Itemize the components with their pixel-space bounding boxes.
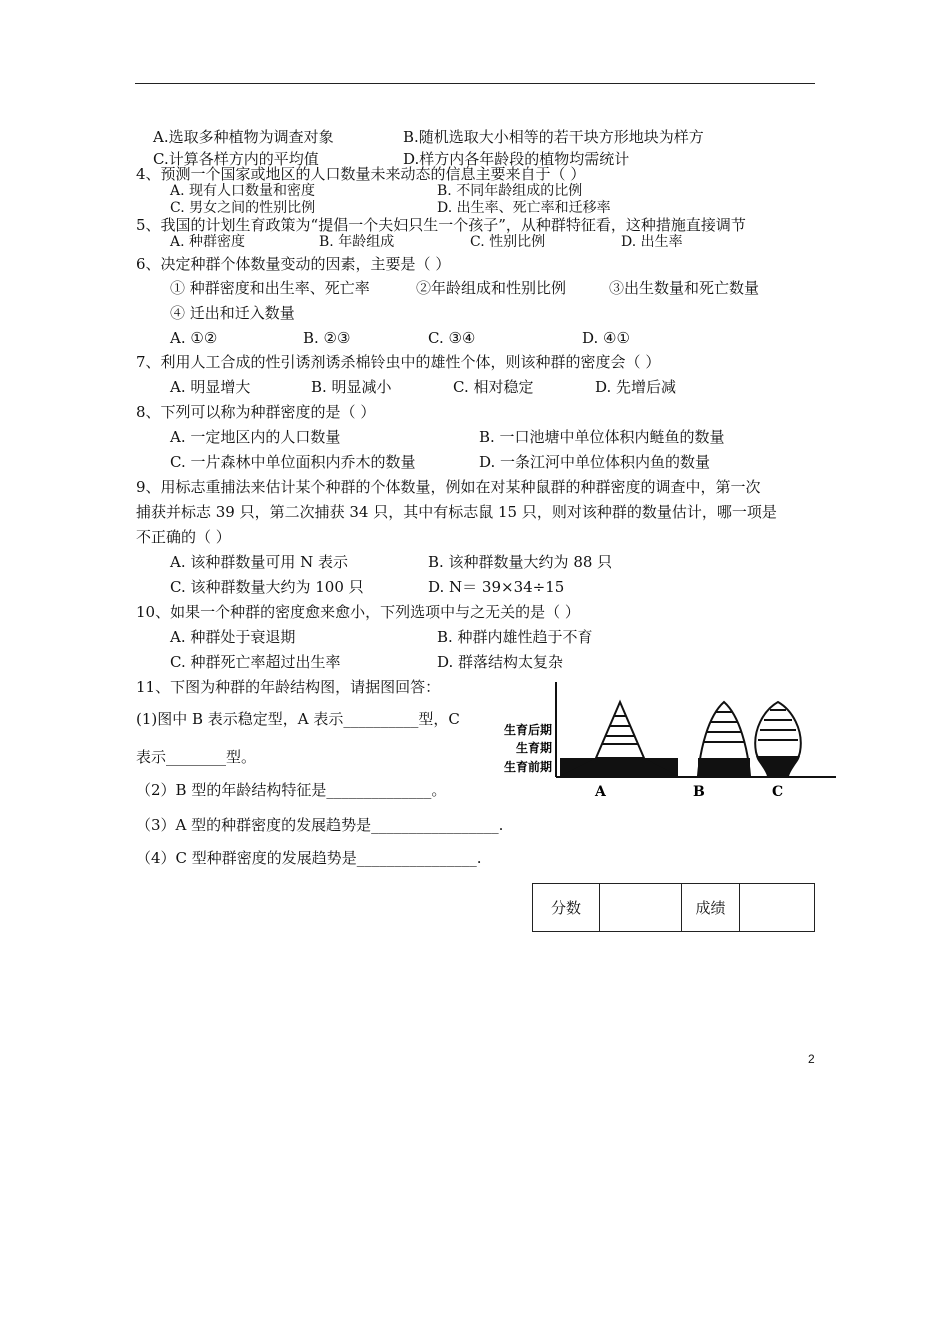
q8-option-a: A. 一定地区内的人口数量 — [170, 428, 341, 446]
label-pre-reproductive: 生育前期 — [503, 760, 552, 774]
q3-option-c: C.计算各样方内的平均值 — [153, 150, 319, 168]
q7-option-a: A. 明显增大 — [170, 378, 251, 396]
q10-option-c: C. 种群死亡率超过出生率 — [170, 653, 341, 671]
figure-label-b: B — [693, 784, 705, 800]
q8-option-d: D. 一条江河中单位体积内鱼的数量 — [479, 453, 711, 471]
q9-stem-line-3: 不正确的（ ） — [136, 528, 231, 546]
q6-item-1: ① 种群密度和出生率、死亡率 — [170, 279, 370, 297]
figure-label-c: C — [772, 784, 784, 800]
q3-option-d: D.样方内各年龄段的植物均需统计 — [403, 150, 630, 168]
label-post-reproductive: 生育后期 — [503, 723, 552, 737]
figure-label-a: A — [595, 784, 606, 800]
q3-option-b: B.随机选取大小相等的若干块方形地块为样方 — [403, 128, 704, 146]
q5-stem: 5、我国的计划生育政策为“提倡一个夫妇只生一个孩子”，从种群特征看，这种措施直接调节 — [136, 216, 746, 234]
q11-part-1a: (1)图中 B 表示稳定型，A 表示__________型，C — [136, 710, 460, 728]
q11-stem: 11、下图为种群的年龄结构图，请据图回答： — [136, 678, 441, 696]
header-rule — [135, 83, 815, 84]
q9-stem-line-2: 捕获并标志 39 只，第二次捕获 34 只，其中有标志鼠 15 只，则对该种群的数量估计，哪一项是 — [136, 503, 777, 521]
q6-item-4: ④ 迁出和迁入数量 — [170, 304, 295, 322]
q5-option-d: D. 出生率 — [621, 234, 683, 250]
q10-stem: 10、如果一个种群的密度愈来愈小，下列选项中与之无关的是（ ） — [136, 603, 580, 621]
page-number: 2 — [808, 1052, 815, 1066]
q8-stem: 8、下列可以称为种群密度的是（ ） — [136, 403, 376, 421]
q4-option-b: B. 不同年龄组成的比例 — [437, 183, 583, 199]
q11-part-4: （4）C 型种群密度的发展趋势是________________. — [136, 849, 482, 867]
q9-option-c: C. 该种群数量大约为 100 只 — [170, 578, 364, 596]
age-structure-figure — [488, 680, 836, 800]
grade-label: 成绩 — [682, 884, 740, 932]
q6-item-3: ③出生数量和死亡数量 — [609, 279, 760, 297]
q6-option-b: B. ②③ — [303, 329, 351, 347]
q4-stem: 4、预测一个国家或地区的人口数量未来动态的信息主要来自于（ ） — [136, 165, 586, 183]
q6-option-c: C. ③④ — [428, 329, 476, 347]
q4-option-c: C. 男女之间的性别比例 — [170, 200, 316, 216]
q4-option-a: A. 现有人口数量和密度 — [170, 183, 316, 199]
pyramid-b — [698, 702, 750, 776]
q7-option-c: C. 相对稳定 — [453, 378, 534, 396]
q7-stem: 7、利用人工合成的性引诱剂诱杀棉铃虫中的雄性个体，则该种群的密度会（ ） — [136, 353, 661, 371]
q3-option-a: A.选取多种植物为调查对象 — [153, 128, 334, 146]
q5-option-a: A. 种群密度 — [170, 234, 246, 250]
q7-option-b: B. 明显减小 — [311, 378, 392, 396]
q11-part-3: （3）A 型的种群密度的发展趋势是_________________. — [136, 816, 504, 834]
grade-value-cell[interactable] — [740, 884, 815, 932]
q9-option-b: B. 该种群数量大约为 88 只 — [428, 553, 613, 571]
q5-option-b: B. 年龄组成 — [319, 234, 395, 250]
score-label: 分数 — [533, 884, 600, 932]
q5-option-c: C. 性别比例 — [470, 234, 546, 250]
score-table — [532, 883, 815, 932]
q9-option-d: D. N＝ 39×34÷15 — [428, 578, 565, 596]
q10-option-a: A. 种群处于衰退期 — [170, 628, 296, 646]
label-reproductive: 生育期 — [515, 741, 552, 755]
score-value-cell[interactable] — [600, 884, 682, 932]
q8-option-b: B. 一口池塘中单位体积内鲢鱼的数量 — [479, 428, 725, 446]
q7-option-d: D. 先增后减 — [595, 378, 677, 396]
q9-stem-line-1: 9、用标志重捕法来估计某个种群的个体数量，例如在对某种鼠群的种群密度的调查中，第一次 — [136, 478, 761, 496]
q9-option-a: A. 该种群数量可用 N 表示 — [170, 553, 349, 571]
q11-part-1b: 表示________型。 — [136, 748, 257, 766]
pyramid-a — [560, 702, 678, 776]
q11-part-2: （2）B 型的年龄结构特征是______________。 — [136, 781, 447, 799]
q8-option-c: C. 一片森林中单位面积内乔木的数量 — [170, 453, 416, 471]
q10-option-b: B. 种群内雄性趋于不育 — [437, 628, 593, 646]
q10-option-d: D. 群落结构太复杂 — [437, 653, 564, 671]
q6-option-a: A. ①② — [170, 329, 218, 347]
q4-option-d: D. 出生率、死亡率和迁移率 — [437, 200, 611, 216]
q6-option-d: D. ④① — [582, 329, 630, 347]
q6-item-2: ②年龄组成和性别比例 — [416, 279, 567, 297]
q6-stem: 6、决定种群个体数量变动的因素，主要是（ ） — [136, 255, 451, 273]
pyramid-c — [755, 702, 801, 776]
